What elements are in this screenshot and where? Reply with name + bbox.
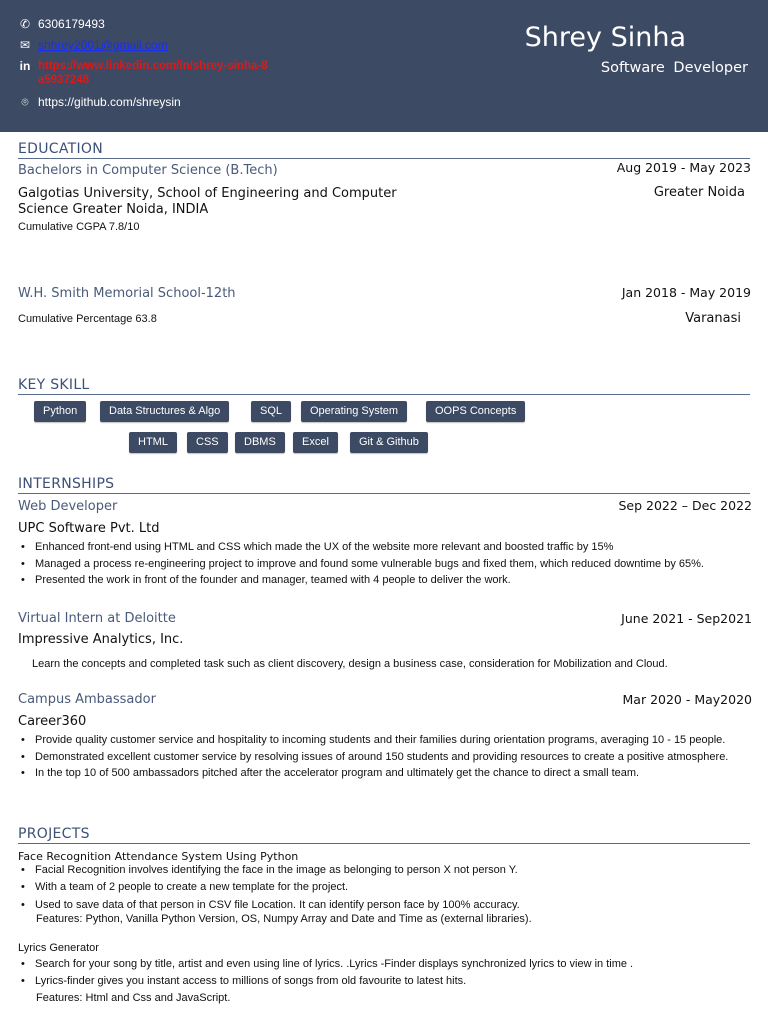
candidate-role: Software Developer — [600, 60, 748, 76]
degree-title: Bachelors in Computer Science (B.Tech) — [18, 163, 278, 178]
degree-date: Aug 2019 - May 2023 — [616, 160, 751, 175]
internship-company: UPC Software Pvt. Ltd — [18, 521, 160, 536]
phone-icon: ✆ — [19, 17, 31, 31]
list-item: • Search for your song by title, artist and even using line of lyrics. .Lyrics -Finder displays synchronized lyrics to view in time . — [18, 956, 748, 972]
internship-company: Career360 — [18, 714, 87, 729]
linkedin-contact[interactable] — [18, 59, 268, 87]
list-item: • Used to save data of that person in CSV file Location. It can identify person face by 100% accuracy. — [18, 897, 748, 913]
candidate-name: Shrey Sinha — [524, 22, 686, 53]
internship-role: Campus Ambassador — [18, 692, 156, 707]
list-item: • Presented the work in front of the founder and manager, teamed with 4 people to deliver the work. — [18, 572, 750, 588]
internship-date: Mar 2020 - May2020 — [622, 692, 752, 707]
internship-role: Virtual Intern at Deloitte — [18, 611, 176, 626]
project-name: Lyrics Generator — [18, 942, 99, 954]
resume-header — [0, 0, 768, 132]
project-features: Features: Html and Css and JavaScript. — [36, 992, 231, 1004]
email-link[interactable]: shhrey2001@gmail.com — [38, 38, 168, 52]
skills-heading: KEY SKILL — [18, 377, 750, 395]
institution-line-1: Galgotias University, School of Engineering and Computer — [18, 186, 397, 201]
school-title: W.H. Smith Memorial School-12th — [18, 286, 236, 301]
school-location: Varanasi — [685, 311, 741, 326]
internship-date: Sep 2022 – Dec 2022 — [618, 498, 752, 513]
github-contact[interactable] — [18, 95, 181, 110]
skill-tag: Git & Github — [350, 432, 428, 453]
degree-location: Greater Noida — [653, 185, 745, 200]
internship-bullets — [18, 539, 750, 589]
project-name: Face Recognition Attendance System Using Python — [18, 850, 299, 863]
school-date: Jan 2018 - May 2019 — [621, 285, 751, 300]
institution-line-2: Science Greater Noida, INDIA — [18, 202, 209, 217]
list-item: • Demonstrated excellent customer service by resolving issues of around 150 students and providing resources to create a positive atmosphere. — [18, 749, 748, 765]
skill-tag: CSS — [187, 432, 228, 453]
skill-tag: DBMS — [235, 432, 285, 453]
list-item: • With a team of 2 people to create a new template for the project. — [18, 879, 748, 895]
internship-date: June 2021 - Sep2021 — [621, 611, 752, 626]
internships-heading: INTERNSHIPS — [18, 476, 750, 494]
internship-description: Learn the concepts and completed task such as client discovery, design a business case, consideration for Mobilization and Cloud. — [32, 658, 668, 670]
skill-tag: Python — [34, 401, 86, 422]
internship-bullets — [18, 732, 748, 782]
skill-tag: HTML — [129, 432, 177, 453]
list-item: • Provide quality customer service and hospitality to incoming students and their families during orientation programs, averaging 10 - 15 people. — [18, 732, 748, 748]
linkedin-link[interactable]: https://www.linkedin.com/in/shrey-sinha-8a5937248 — [38, 60, 268, 86]
project-bullets — [18, 862, 748, 913]
list-item: • Facial Recognition involves identifying the face in the image as belonging to person X not person Y. — [18, 862, 748, 878]
mail-icon: ✉ — [19, 38, 31, 52]
list-item: • In the top 10 of 500 ambassadors pitched after the accelerator program and ultimately get the chance to direct a small team. — [18, 765, 748, 781]
project-features: Features: Python, Vanilla Python Version, OS, Numpy Array and Date and Time as (external libraries). — [36, 913, 532, 925]
phone-number: 6306179493 — [38, 17, 105, 31]
internship-role: Web Developer — [18, 499, 118, 514]
email-contact[interactable] — [18, 38, 168, 52]
projects-heading: PROJECTS — [18, 826, 750, 844]
list-item: • Lyrics-finder gives you instant access to millions of songs from old favourite to latest hits. — [18, 973, 748, 989]
skill-tag: OOPS Concepts — [426, 401, 525, 422]
degree-score: Cumulative CGPA 7.8/10 — [18, 221, 140, 233]
internship-company: Impressive Analytics, Inc. — [18, 632, 184, 647]
github-link[interactable]: https://github.com/shreysin — [38, 95, 181, 109]
skill-tag: Data Structures & Algo — [100, 401, 229, 422]
project-bullets — [18, 956, 748, 990]
skill-tag: SQL — [251, 401, 291, 422]
list-item: • Enhanced front-end using HTML and CSS which made the UX of the website more relevant and boosted traffic by 15% — [18, 539, 750, 555]
phone-contact — [18, 17, 105, 31]
school-score: Cumulative Percentage 63.8 — [18, 313, 157, 325]
education-heading: EDUCATION — [18, 141, 750, 159]
github-icon: ⌾ — [21, 95, 29, 109]
linkedin-icon: in — [19, 59, 31, 73]
list-item: • Managed a process re-engineering project to improve and found some vulnerable bugs and fixed them, which reduced downtime by 65%. — [18, 556, 750, 572]
skill-tag: Excel — [293, 432, 338, 453]
skill-tag: Operating System — [301, 401, 407, 422]
